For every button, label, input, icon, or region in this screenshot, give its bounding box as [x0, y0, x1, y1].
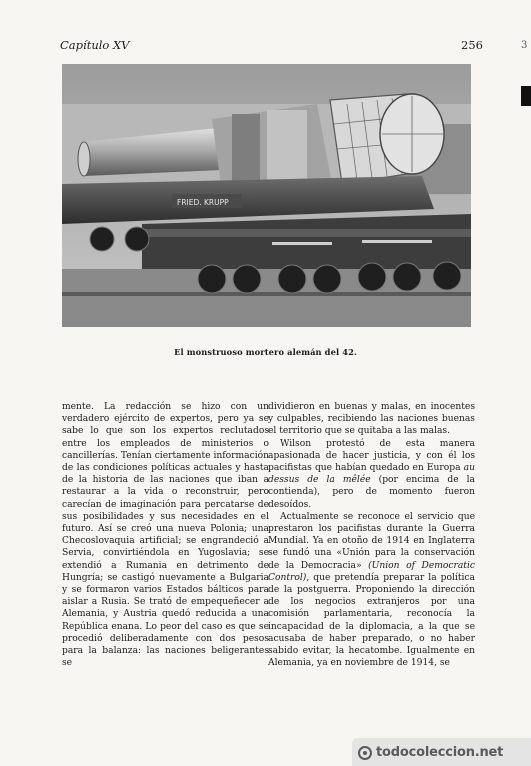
railway-mortar-photo: [62, 64, 471, 327]
paragraph-2-italic: au dessus de la mêlée: [268, 463, 475, 486]
right-paragraph-2: [268, 438, 475, 511]
adjacent-page-number: 3: [521, 40, 528, 51]
left-column-text: mente. La redacción se hizo con un verdadero ejército de expertos, pero ya se sabe lo que son los expertos reclutados entre los empleados de ministerios o cancillerías. Tenían ciertamente información de las condiciones políticas actuales y hasta de la historia de las naciones que iban a restaurar a la vida o reconstruir, pero carecían de imaginación para percatarse de sus posibilidades y sus necesidades en el futuro. Así se creó una nueva Polonia; una Checoslovaquia artificial; se engrandeció a Servia, convirtiéndola en Yugoslavia; se extendió a Rumania en detrimento de Hungría; se castigó nuevamente a Bulgaria y se formaron varios Estados bálticos para aislar a Rusia. Se trató de empequeñecer a Alemania, y Austria quedó reducida a una República enana. Lo peor del caso es que se procedió deliberadamente con dos pesos para la balanza: las naciones beligerantes se: [62, 402, 270, 669]
adjacent-page-edge: [521, 86, 531, 106]
paragraph-3-text-a: Actualmente se reconoce el servicio que prestaron los pacifistas durante la Guerra Mundial. Ya en otoño de 1914 en Inglaterra se fundó una «Unión para la conservación de la Democracia»: [268, 511, 475, 571]
chapter-header: Capítulo XV: [60, 38, 130, 52]
right-paragraph-3: [268, 511, 475, 670]
paragraph-3-text-b: , que pretendía preparar la política de la postguerra. Proponiendo la dirección de los negocios extranjeros por una comisión parlamentaria, reconocía la incapacidad de la diplomacia, a la que se acusaba de haber preparado, o no haber sabido evitar, la hecatombe. Igualmente en Alemania, ya en noviembre de 1914, se: [268, 572, 475, 669]
left-text-column: [62, 401, 269, 669]
railway-mortar-illustration: [62, 64, 471, 327]
paragraph-3-italic: (Union of Democratic Control): [268, 560, 475, 583]
paragraph-2-text-a: Wilson protestó de esta manera apasionada de hacer justicia, y con él los pacifistas que habían quedado en Europa: [268, 438, 475, 474]
paragraph-2-text-b: (por encima de la contienda), pero de momento fueron desoídos.: [268, 475, 475, 510]
wagon-lettering: FRIED. KRUPP: [177, 198, 229, 207]
watermark-logo-icon: [358, 746, 372, 760]
watermark-text: todocoleccion.net: [376, 745, 504, 760]
right-paragraph-1: dividieron en buenas y malas, en inocentes y culpables, recibiendo las naciones buenas el territorio que se quitaba a las malas.: [268, 402, 475, 437]
right-text-column: [268, 401, 475, 669]
page-number: 256: [461, 38, 483, 52]
photo-caption: El monstruoso mortero alemán del 42.: [174, 347, 357, 357]
watermark-badge: [352, 738, 531, 766]
